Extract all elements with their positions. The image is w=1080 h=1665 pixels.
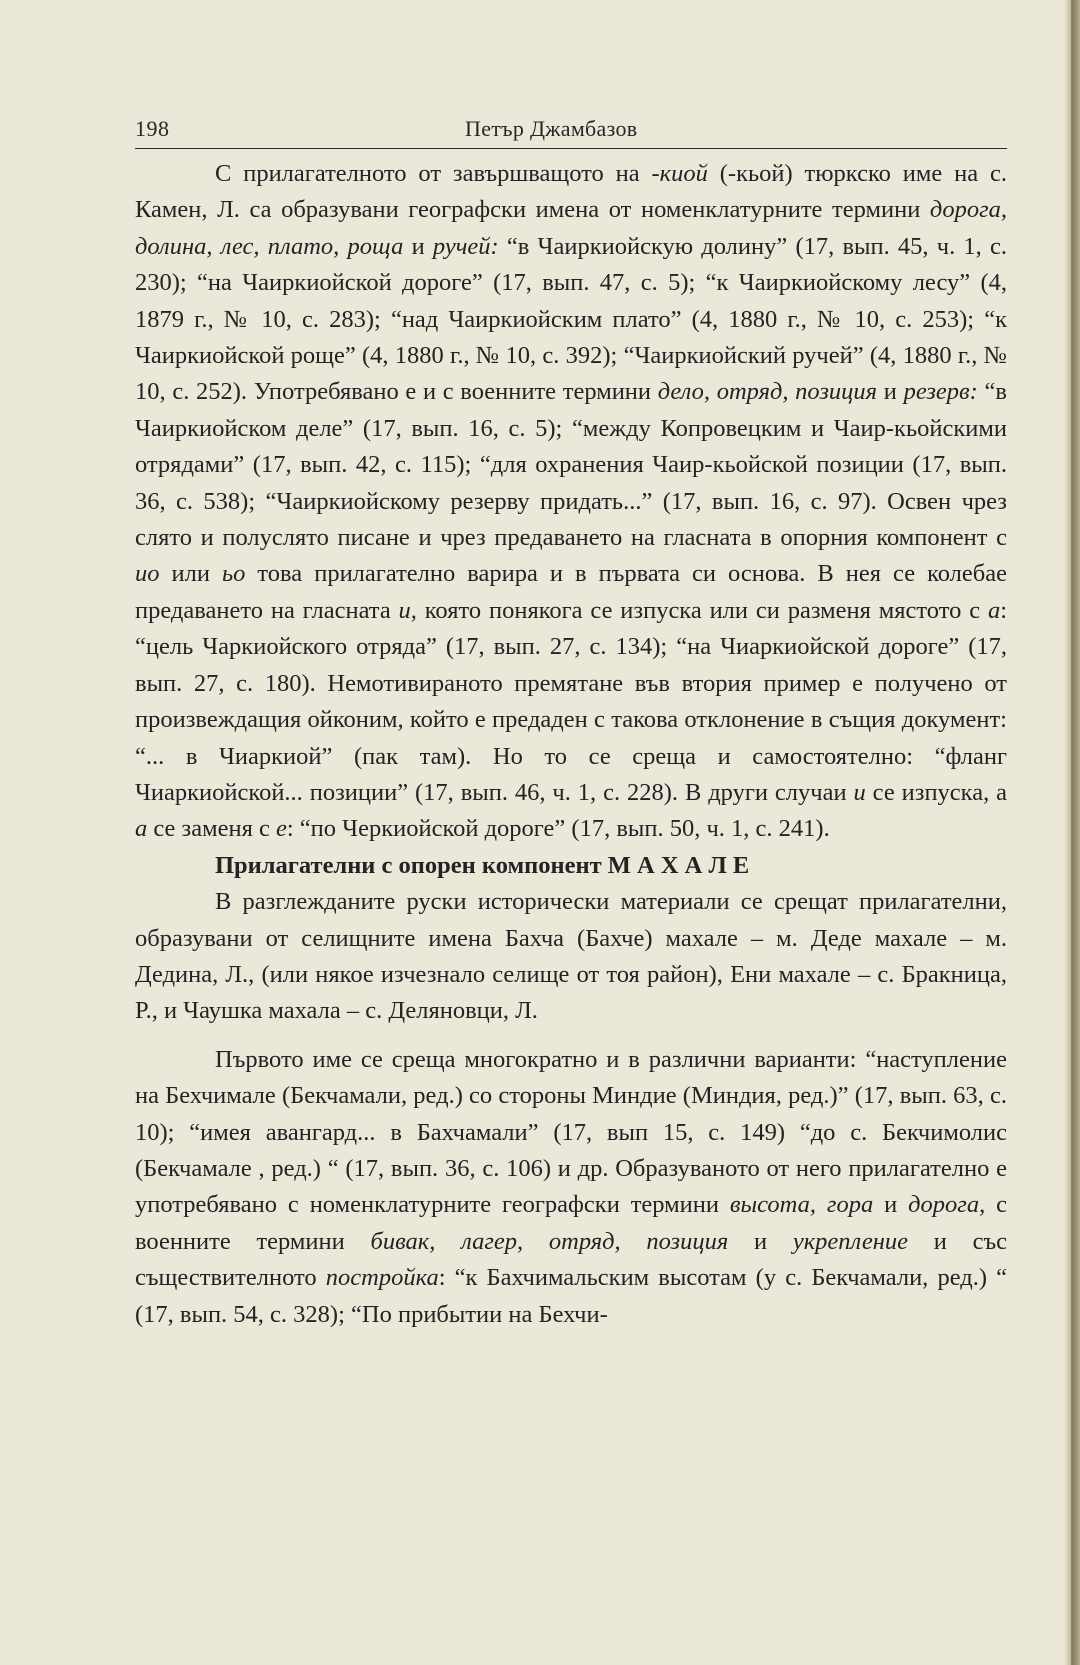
text-run: “в Чаиркиойском деле” (17, вып. 16, с. 5); “между Копровецким и Чаир-кьойскими отрядами” (17, вып. 42, с. 115); “для охранения Чаир-кьойской позиции (17, вып. 36, с. 538); “Чаиркиойскому резерву придать...” (17, вып. 16, с. 97). Освен чрез слято и полуслято писане и чрез предаването на гласната в опорния компонент с [135, 378, 1007, 552]
text-run: и [403, 232, 433, 260]
text-run: и [877, 378, 904, 406]
text-run: се изпуска, а [865, 778, 1007, 806]
text-run: (-кьой) тюркско име на с. Камен, Л. са образувани географски имена от номенклатурните термини [135, 160, 1007, 224]
italic-term: и [853, 778, 866, 806]
text-run: се заменя с [147, 815, 276, 843]
italic-term: постройка [325, 1264, 439, 1292]
text-run: С прилагателното от завършващото на [215, 160, 652, 187]
italic-term: а [135, 815, 148, 843]
italic-term: дорога, [908, 1191, 986, 1219]
italic-term: ио [135, 560, 160, 588]
paragraph [135, 1042, 1007, 1333]
text-run: “в Чаиркиойскую долину” (17, вып. 45, ч. 1, с. 230); “на Чаиркиойской дороге” (17, вып. 47, с. 5); “к Чаиркиойскому лесу” (4, 1879 г., № 10, с. 283); “над Чаиркиойским плато” (4, 1880 г., № 10, с. 253); “к Чаиркиойской роще” (4, 1880 г., № 10, с. 392); “Чаиркиойский ручей” (4, 1880 г., № 10, с. 252). Употребявано е и с военните термини [135, 232, 1007, 406]
text-run: В разглежданите руски исторически материали се срещат прилагателни, образувани от селищните имена Бахча (Бахче) махале – м. Деде махале – м. Дедина, Л., (или някое изчезнало селище от тоя район), Ени махале – с. Бракница, Р., и Чаушка махала – с. Деляновци, Л. [135, 888, 1007, 1025]
text-run: : “цель Чаркиойского отряда” (17, вып. 27, с. 134); “на Чиаркиойской дороге” (17, вып. 27, с. 180). Немотивираното премятане във втория пример е получено от произвеждащия ойконим, който е предаден с такова отклонение в същия документ: “... в Чиаркиой” (пак там). Но то се среща и самостоятелно: “фланг Чиаркиойской... позиции” (17, вып. 46, ч. 1, с. 228). В други случаи [135, 596, 1007, 806]
text-run: с военните термини [135, 1191, 1007, 1255]
italic-term: ьо [222, 560, 246, 588]
italic-term: укрепление [792, 1227, 908, 1255]
page-header [135, 112, 1007, 149]
italic-term: дорога, долина, лес, плато, роща [135, 196, 1007, 260]
paragraph [135, 156, 1007, 848]
page-body [135, 156, 1007, 1333]
italic-term: дело, отряд, позиция [657, 378, 878, 406]
italic-term: и, [398, 596, 417, 624]
italic-term: ручей: [432, 232, 499, 260]
text-run: и със съществителното [135, 1227, 1007, 1292]
italic-term: а [987, 596, 1001, 624]
section-heading: Прилагателни с опорен компонент М А Х А Л Е [215, 851, 750, 879]
italic-term: бивак, лагер, отряд, позиция [370, 1227, 729, 1255]
text-run: и [873, 1191, 909, 1219]
italic-term: -киой [651, 160, 708, 187]
page-number: 198 [135, 116, 170, 141]
page-edge-line [1071, 0, 1074, 1665]
text-run: или [159, 560, 222, 588]
italic-term: высота, гора [729, 1191, 874, 1219]
text-run: Първото име се среща многократно и в различни варианти: “наступление на Бехчимале (Бекчамали, ред.) со стороны Миндие (Миндия, ред.)” (17, вып. 63, с. 10); “имея авангард... в Бахчамали” (17, вып 15, с. 149) “до с. Бекчимолис (Бекчамале , ред.) “ (17, вып. 36, с. 106) и др. Образуваното от него прилагателно е употребявано с номенклатурните географски термини [135, 1045, 1007, 1219]
running-head: Петър Джамбазов [465, 116, 638, 141]
paragraph [135, 884, 1007, 1030]
text-run: това прилагателно варира и в първата си основа. В нея се колебае предаването на гласната [135, 560, 1007, 624]
text-run: и [728, 1227, 793, 1255]
text-run: : “по Черкиойской дороге” (17, вып. 50, ч. 1, с. 241). [286, 815, 830, 843]
text-run: : “к Бахчимальским высотам (у с. Бекчамали, ред.) “ (17, вып. 54, с. 328); “По прибытии на Бехчи- [135, 1264, 1008, 1328]
italic-term: резерв: [903, 378, 978, 406]
text-run: която понякога се изпуска или си разменя мястото с [416, 596, 988, 624]
italic-term: е [275, 815, 287, 843]
